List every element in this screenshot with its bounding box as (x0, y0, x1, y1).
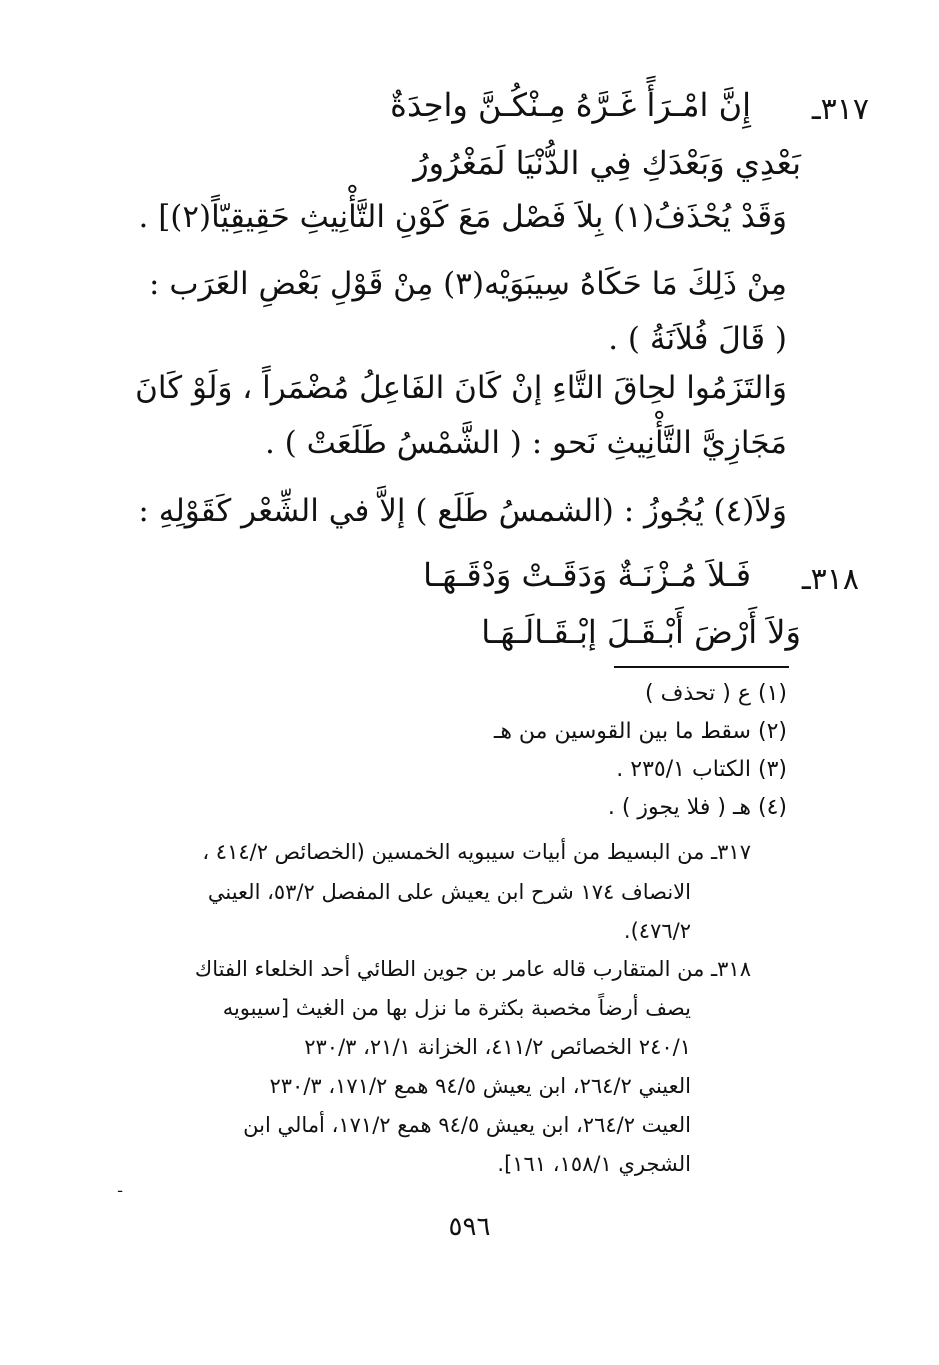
verse-317-hemistich-1: إِنَّ امْـرَأً غَـرَّهُ مِـنْكُـنَّ واحِدَةٌ (390, 86, 751, 124)
source-note-317-line: الانصاف ١٧٤ شرح ابن يعيش على المفصل ٥٣/٢، العيني (207, 880, 691, 904)
paragraph-line: ( قَالَ فُلاَنَةُ ) . (608, 321, 787, 357)
page-number: ٥٩٦ (448, 1212, 491, 1242)
paragraph-line: وَالتَزَمُوا لحِاقَ التَّاءِ إنْ كَانَ الفَاعِلُ مُضْمَراً ، وَلَوْ كَانَ (135, 370, 787, 406)
source-note-317-line: ٣١٧ـ من البسيط من أبيات سيبويه الخمسين (الخصائص ٤١٤/٢ ، (202, 840, 751, 864)
paragraph-line: وَلاَ(٤) يُجُوزُ : (الشمسُ طَلَع ) إلاَّ في الشِّعْر كَقَوْلِهِ : (138, 493, 787, 529)
source-note-318-line: ٢٤٠/١ الخصائص ٤١١/٢، الخزانة ٢١/١، ٢٣٠/٣ (304, 1035, 691, 1059)
source-note-318-line: ٣١٨ـ من المتقارب قاله عامر بن جوين الطائي أحد الخلعاء الفتاك (194, 957, 751, 981)
source-note-318-line: الشجري ١٥٨/١، ١٦١]. (497, 1152, 691, 1176)
verse-318-hemistich-1: فَـلاَ مُـزْنَـةٌ وَدَقَـتْ وَدْقَـهَـا (423, 556, 751, 594)
verse-318-hemistich-2: وَلاَ أَرْضَ أَبْـقَـلَ إبْـقَـالَـهَـا (481, 613, 801, 651)
verse-number-317: ٣١٧ـ (811, 92, 869, 127)
paragraph-line: مَجَازِيَّ التَّأْنِيثِ نَحو : ( الشَّمْسُ طَلَعَتْ ) . (264, 425, 787, 461)
footnote-2: (٢) سقط ما بين القوسين من هـ (493, 719, 787, 744)
footnote-1: (١) ع ( تحذف ) (645, 681, 787, 706)
source-note-318-line: العيت ٢٦٤/٢، ابن يعيش ٩٤/٥ همع ١٧١/٢، أمالي ابن (243, 1113, 691, 1137)
footnote-3: (٣) الكتاب ٢٣٥/١ . (616, 757, 787, 782)
source-note-318-line: يصف أرضاً مخصبة بكثرة ما نزل بها من الغيث [سيبويه (222, 996, 691, 1020)
paragraph-line: مِنْ ذَلِكَ مَا حَكَاهُ سِيبَوَيْه(٣) مِنْ قَوْلِ بَعْضِ العَرَب : (149, 266, 787, 302)
paragraph-line: وَقَدْ يُحْذَفُ(١) بِلاَ فَصْل مَعَ كَوْنِ التَّأْنِيثِ حَقِيقِيّاً(٢)] . (138, 199, 787, 235)
source-note-317-line: ٤٧٦/٢). (623, 919, 691, 943)
verse-317-hemistich-2: بَعْدِي وَبَعْدَكِ فِي الدُّنْيَا لَمَغْرُورُ (413, 144, 801, 182)
footnote-separator (614, 666, 789, 668)
verse-number-318: ٣١٨ـ (801, 562, 859, 597)
source-note-318-line: العيني ٢٦٤/٢، ابن يعيش ٩٤/٥ همع ١٧١/٢، ٢٣٠/٣ (269, 1074, 691, 1098)
margin-mark: ـ (118, 1180, 123, 1196)
footnote-4: (٤) هـ ( فلا يجوز ) . (607, 795, 787, 820)
